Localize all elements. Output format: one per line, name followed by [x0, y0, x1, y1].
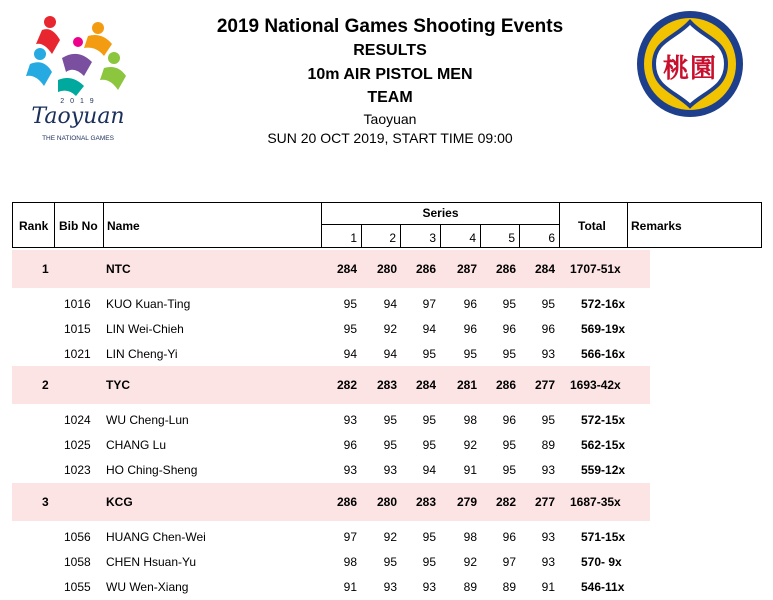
athlete-total: 570- 9x	[581, 555, 622, 569]
logo-year: 2 0 1 9	[60, 98, 96, 105]
athlete-series-score: 91	[463, 463, 477, 477]
col-name: Name	[104, 203, 322, 247]
athlete-bib: 1015	[64, 322, 91, 336]
athlete-series-score: 93	[541, 530, 555, 544]
team-series-score: 277	[534, 378, 555, 392]
table-header	[12, 202, 762, 248]
team-series-score: 282	[336, 378, 357, 392]
athlete-name: KUO Kuan-Ting	[106, 297, 191, 311]
results-heading: RESULTS	[353, 42, 427, 59]
athlete-series-score: 96	[502, 413, 516, 427]
athlete-series-score: 95	[343, 322, 357, 336]
team-row	[12, 250, 650, 288]
athlete-series-score: 95	[383, 413, 397, 427]
athlete-row	[12, 575, 650, 600]
athlete-series-score: 95	[422, 347, 436, 361]
team-series-score: 280	[376, 262, 397, 276]
athlete-bib: 1058	[64, 555, 91, 569]
athlete-series-score: 96	[463, 297, 477, 311]
athlete-series-score: 96	[502, 322, 516, 336]
team-series-score: 286	[495, 262, 516, 276]
athlete-series-score: 94	[383, 347, 397, 361]
team-series-score: 281	[456, 378, 477, 392]
athlete-series-score: 95	[502, 438, 516, 452]
athlete-series-score: 95	[422, 413, 436, 427]
athlete-name: CHEN Hsuan-Yu	[106, 555, 197, 569]
athlete-total: 572-15x	[581, 413, 626, 427]
athlete-series-score: 97	[502, 555, 516, 569]
col-total: Total	[559, 203, 628, 247]
team-name: TYC	[106, 378, 130, 392]
athlete-series-score: 94	[383, 297, 397, 311]
team-total: 1693-42x	[570, 378, 621, 392]
athlete-series-score: 91	[541, 580, 555, 594]
event-name: 10m AIR PISTOL MEN	[307, 66, 473, 83]
athlete-total: 572-16x	[581, 297, 626, 311]
athlete-total: 559-12x	[581, 463, 626, 477]
logo-subtitle: THE NATIONAL GAMES	[42, 135, 114, 142]
athlete-name: CHANG Lu	[106, 438, 167, 452]
page-title: 2019 National Games Shooting Events	[216, 16, 564, 37]
team-rank: 2	[42, 378, 49, 392]
athlete-series-score: 91	[343, 580, 357, 594]
athlete-row	[12, 408, 650, 433]
athlete-series-score: 97	[343, 530, 357, 544]
athlete-bib: 1025	[64, 438, 91, 452]
athlete-name: HO Ching-Sheng	[106, 463, 198, 477]
col-series-3: 3	[401, 225, 441, 247]
athlete-name: LIN Wei-Chieh	[106, 322, 184, 336]
event-datetime: SUN 20 OCT 2019, START TIME 09:00	[267, 130, 513, 146]
team-series-score: 284	[415, 378, 436, 392]
team-series-score: 284	[336, 262, 357, 276]
team-name: KCG	[106, 495, 133, 509]
athlete-total: 546-11x	[581, 580, 625, 594]
venue: Taoyuan	[363, 111, 417, 127]
team-series-score: 277	[534, 495, 555, 509]
athlete-series-score: 89	[463, 580, 477, 594]
athlete-series-score: 95	[502, 347, 516, 361]
athlete-series-score: 96	[541, 322, 555, 336]
athlete-series-score: 96	[463, 322, 477, 336]
athlete-series-score: 95	[541, 413, 555, 427]
team-series-score: 283	[415, 495, 436, 509]
athlete-row	[12, 342, 650, 367]
athlete-series-score: 92	[463, 555, 477, 569]
team-series-score: 286	[336, 495, 357, 509]
athlete-name: HUANG Chen-Wei	[106, 530, 206, 544]
athlete-series-score: 92	[463, 438, 477, 452]
athlete-series-score: 94	[343, 347, 357, 361]
athlete-row	[12, 525, 650, 550]
col-series-2: 2	[362, 225, 401, 247]
athlete-series-score: 95	[502, 297, 516, 311]
athlete-bib: 1021	[64, 347, 91, 361]
athlete-bib: 1016	[64, 297, 91, 311]
athlete-series-score: 89	[541, 438, 555, 452]
athlete-series-score: 95	[422, 530, 436, 544]
athlete-series-score: 95	[502, 463, 516, 477]
athlete-series-score: 93	[343, 413, 357, 427]
team-series-score: 282	[495, 495, 516, 509]
athlete-series-score: 96	[502, 530, 516, 544]
results-table	[12, 202, 762, 594]
athlete-series-score: 93	[383, 463, 397, 477]
athlete-bib: 1024	[64, 413, 91, 427]
athlete-series-score: 93	[541, 555, 555, 569]
athlete-row	[12, 292, 650, 317]
team-series-score: 279	[456, 495, 477, 509]
col-series-6: 6	[520, 225, 560, 247]
team-total: 1687-35x	[570, 495, 621, 509]
col-remarks: Remarks	[631, 219, 682, 233]
team-series-score: 286	[415, 262, 436, 276]
athlete-series-score: 95	[343, 297, 357, 311]
athlete-series-score: 96	[343, 438, 357, 452]
national-games-logo	[22, 14, 134, 144]
team-total: 1707-51x	[570, 262, 621, 276]
athlete-series-score: 92	[383, 322, 397, 336]
athlete-series-score: 93	[422, 580, 436, 594]
team-series-score: 284	[534, 262, 555, 276]
athlete-row	[12, 433, 650, 458]
athlete-row	[12, 458, 650, 483]
athlete-total: 562-15x	[581, 438, 626, 452]
athlete-series-score: 98	[343, 555, 357, 569]
team-series-score: 280	[376, 495, 397, 509]
athlete-series-score: 98	[463, 413, 477, 427]
athlete-series-score: 94	[422, 463, 436, 477]
athlete-name: WU Cheng-Lun	[106, 413, 189, 427]
team-series-score: 283	[376, 378, 397, 392]
athlete-series-score: 92	[383, 530, 397, 544]
athlete-series-score: 98	[463, 530, 477, 544]
col-bib: Bib No	[55, 203, 104, 247]
athlete-series-score: 95	[383, 555, 397, 569]
athlete-series-score: 95	[541, 297, 555, 311]
athlete-bib: 1023	[64, 463, 91, 477]
event-category: TEAM	[367, 89, 413, 106]
figures-emblem-icon	[22, 14, 134, 98]
athlete-total: 566-16x	[581, 347, 626, 361]
athlete-bib: 1055	[64, 580, 91, 594]
athlete-series-score: 97	[422, 297, 436, 311]
athlete-series-score: 89	[502, 580, 516, 594]
col-series-1: 1	[322, 225, 362, 247]
athlete-series-score: 93	[383, 580, 397, 594]
athlete-name: WU Wen-Xiang	[106, 580, 189, 594]
athlete-series-score: 93	[541, 463, 555, 477]
athlete-total: 571-15x	[581, 530, 626, 544]
taoyuan-seal	[636, 10, 744, 118]
team-series-score: 286	[495, 378, 516, 392]
athlete-series-score: 95	[383, 438, 397, 452]
athlete-series-score: 95	[422, 555, 436, 569]
seal-characters: 桃園	[662, 53, 717, 83]
team-rank: 1	[42, 262, 49, 276]
athlete-series-score: 95	[422, 438, 436, 452]
col-series-4: 4	[441, 225, 481, 247]
team-rank: 3	[42, 495, 49, 509]
athlete-bib: 1056	[64, 530, 91, 544]
athlete-series-score: 94	[422, 322, 436, 336]
col-series: Series	[322, 203, 559, 225]
athlete-series-score: 95	[463, 347, 477, 361]
athlete-name: LIN Cheng-Yi	[106, 347, 178, 361]
athlete-series-score: 93	[541, 347, 555, 361]
team-row	[12, 483, 650, 521]
logo-brand: Taoyuan	[31, 104, 125, 129]
team-row	[12, 366, 650, 404]
athlete-row	[12, 317, 650, 342]
team-name: NTC	[106, 262, 131, 276]
col-series-5: 5	[481, 225, 520, 247]
athlete-total: 569-19x	[581, 322, 626, 336]
team-series-score: 287	[456, 262, 477, 276]
athlete-row	[12, 550, 650, 575]
athlete-series-score: 93	[343, 463, 357, 477]
col-rank: Rank	[13, 203, 55, 247]
